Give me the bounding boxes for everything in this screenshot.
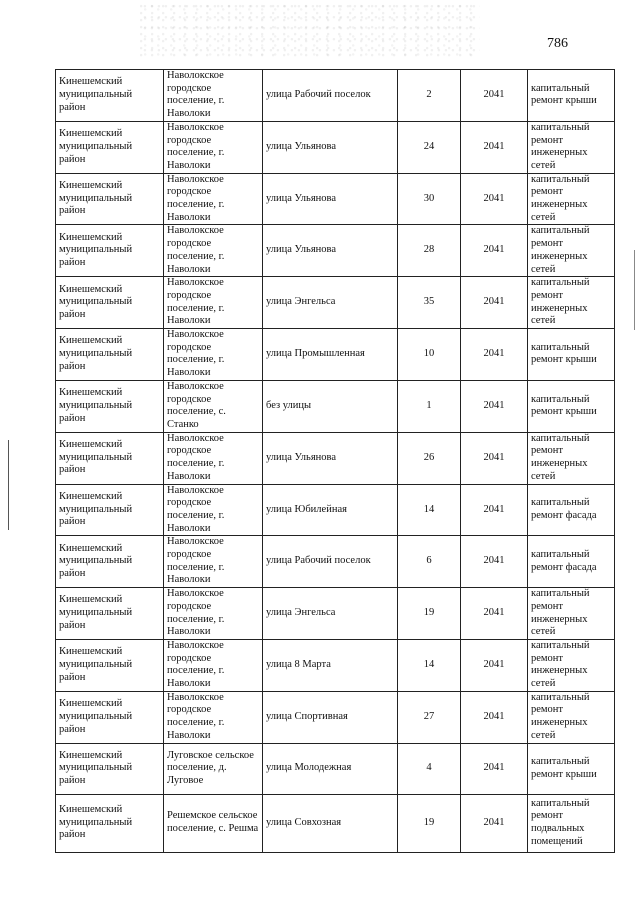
settlement-cell: Наволокское городское поселение, г. Наволоки: [164, 121, 263, 173]
district-cell: Кинешемский муниципальный район: [56, 277, 164, 329]
street-cell: без улицы: [263, 380, 398, 432]
year-cell: 2041: [461, 329, 528, 381]
house-number-cell: 10: [398, 329, 461, 381]
year-cell: 2041: [461, 484, 528, 536]
street-cell: улица Рабочий поселок: [263, 70, 398, 122]
street-cell: улица Энгельса: [263, 277, 398, 329]
settlement-cell: Наволокское городское поселение, г. Наволоки: [164, 484, 263, 536]
district-cell: Кинешемский муниципальный район: [56, 70, 164, 122]
settlement-cell: Наволокское городское поселение, г. Наволоки: [164, 225, 263, 277]
settlement-cell: Луговское сельское поселение, д. Луговое: [164, 743, 263, 794]
district-cell: Кинешемский муниципальный район: [56, 432, 164, 484]
year-cell: 2041: [461, 225, 528, 277]
housing-repair-table: [55, 69, 615, 853]
house-number-cell: 19: [398, 588, 461, 640]
work-type-cell: капитальный ремонт крыши: [528, 70, 615, 122]
house-number-cell: 2: [398, 70, 461, 122]
street-cell: улица Молодежная: [263, 743, 398, 794]
work-type-cell: капитальный ремонт фасада: [528, 536, 615, 588]
year-cell: 2041: [461, 121, 528, 173]
table-row: [56, 639, 615, 691]
district-cell: Кинешемский муниципальный район: [56, 639, 164, 691]
year-cell: 2041: [461, 536, 528, 588]
district-cell: Кинешемский муниципальный район: [56, 794, 164, 852]
table-row: [56, 691, 615, 743]
year-cell: 2041: [461, 380, 528, 432]
district-cell: Кинешемский муниципальный район: [56, 484, 164, 536]
year-cell: 2041: [461, 794, 528, 852]
work-type-cell: капитальный ремонт инженерных сетей: [528, 691, 615, 743]
work-type-cell: капитальный ремонт фасада: [528, 484, 615, 536]
house-number-cell: 19: [398, 794, 461, 852]
house-number-cell: 28: [398, 225, 461, 277]
house-number-cell: 24: [398, 121, 461, 173]
district-cell: Кинешемский муниципальный район: [56, 173, 164, 225]
work-type-cell: капитальный ремонт крыши: [528, 743, 615, 794]
house-number-cell: 26: [398, 432, 461, 484]
settlement-cell: Наволокское городское поселение, г. Наволоки: [164, 173, 263, 225]
street-cell: улица Энгельса: [263, 588, 398, 640]
page-number: 786: [547, 36, 568, 51]
year-cell: 2041: [461, 588, 528, 640]
street-cell: улица Ульянова: [263, 225, 398, 277]
settlement-cell: Наволокское городское поселение, г. Наволоки: [164, 536, 263, 588]
house-number-cell: 14: [398, 484, 461, 536]
work-type-cell: капитальный ремонт инженерных сетей: [528, 225, 615, 277]
street-cell: улица 8 Марта: [263, 639, 398, 691]
house-number-cell: 14: [398, 639, 461, 691]
house-number-cell: 6: [398, 536, 461, 588]
year-cell: 2041: [461, 691, 528, 743]
scan-artifact-line-right: [634, 250, 635, 330]
street-cell: улица Спортивная: [263, 691, 398, 743]
street-cell: улица Ульянова: [263, 121, 398, 173]
table-row: [56, 484, 615, 536]
table-row: [56, 380, 615, 432]
house-number-cell: 4: [398, 743, 461, 794]
street-cell: улица Рабочий поселок: [263, 536, 398, 588]
work-type-cell: капитальный ремонт инженерных сетей: [528, 173, 615, 225]
district-cell: Кинешемский муниципальный район: [56, 536, 164, 588]
work-type-cell: капитальный ремонт инженерных сетей: [528, 639, 615, 691]
street-cell: улица Ульянова: [263, 432, 398, 484]
work-type-cell: капитальный ремонт инженерных сетей: [528, 432, 615, 484]
district-cell: Кинешемский муниципальный район: [56, 691, 164, 743]
district-cell: Кинешемский муниципальный район: [56, 329, 164, 381]
settlement-cell: Наволокское городское поселение, г. Наволоки: [164, 432, 263, 484]
year-cell: 2041: [461, 743, 528, 794]
table-row: [56, 277, 615, 329]
district-cell: Кинешемский муниципальный район: [56, 121, 164, 173]
settlement-cell: Наволокское городское поселение, г. Наволоки: [164, 691, 263, 743]
table-row: [56, 70, 615, 122]
work-type-cell: капитальный ремонт инженерных сетей: [528, 121, 615, 173]
scan-noise: [140, 4, 480, 60]
table-row: [56, 536, 615, 588]
table-body: [56, 70, 615, 853]
district-cell: Кинешемский муниципальный район: [56, 380, 164, 432]
settlement-cell: Наволокское городское поселение, г. Наволоки: [164, 277, 263, 329]
work-type-cell: капитальный ремонт инженерных сетей: [528, 277, 615, 329]
table-row: [56, 794, 615, 852]
year-cell: 2041: [461, 432, 528, 484]
house-number-cell: 35: [398, 277, 461, 329]
house-number-cell: 30: [398, 173, 461, 225]
scan-artifact-line: [8, 440, 9, 530]
table-row: [56, 173, 615, 225]
year-cell: 2041: [461, 639, 528, 691]
year-cell: 2041: [461, 277, 528, 329]
street-cell: улица Ульянова: [263, 173, 398, 225]
street-cell: улица Совхозная: [263, 794, 398, 852]
house-number-cell: 1: [398, 380, 461, 432]
settlement-cell: Наволокское городское поселение, г. Наволоки: [164, 70, 263, 122]
settlement-cell: Наволокское городское поселение, г. Наволоки: [164, 588, 263, 640]
street-cell: улица Юбилейная: [263, 484, 398, 536]
table-row: [56, 225, 615, 277]
street-cell: улица Промышленная: [263, 329, 398, 381]
settlement-cell: Наволокское городское поселение, г. Наволоки: [164, 329, 263, 381]
settlement-cell: Решемское сельское поселение, с. Решма: [164, 794, 263, 852]
table-row: [56, 743, 615, 794]
table-row: [56, 432, 615, 484]
work-type-cell: капитальный ремонт крыши: [528, 329, 615, 381]
work-type-cell: капитальный ремонт инженерных сетей: [528, 588, 615, 640]
table-row: [56, 329, 615, 381]
settlement-cell: Наволокское городское поселение, г. Наволоки: [164, 639, 263, 691]
table-row: [56, 121, 615, 173]
table-row: [56, 588, 615, 640]
year-cell: 2041: [461, 70, 528, 122]
settlement-cell: Наволокское городское поселение, с. Станко: [164, 380, 263, 432]
district-cell: Кинешемский муниципальный район: [56, 588, 164, 640]
house-number-cell: 27: [398, 691, 461, 743]
work-type-cell: капитальный ремонт крыши: [528, 380, 615, 432]
year-cell: 2041: [461, 173, 528, 225]
district-cell: Кинешемский муниципальный район: [56, 743, 164, 794]
district-cell: Кинешемский муниципальный район: [56, 225, 164, 277]
work-type-cell: капитальный ремонт подвальных помещений: [528, 794, 615, 852]
